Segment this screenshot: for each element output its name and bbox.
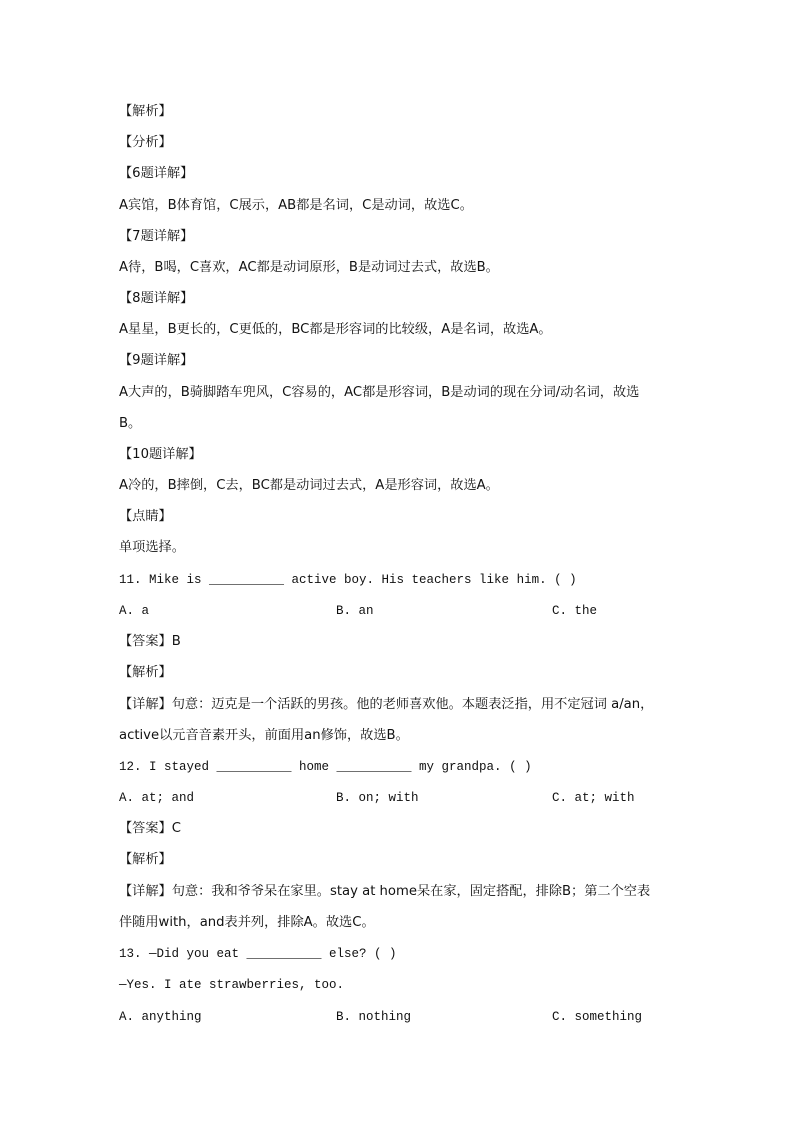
q6-detail-text: A宾馆，B体育馆，C展示，AB都是名词，C是动词，故选C。 (119, 198, 473, 213)
section-title-single-choice: 单项选择。 (119, 540, 185, 555)
q11-option-b: B. an (336, 604, 374, 618)
q11-analysis-heading: 【解析】 (119, 665, 172, 680)
q12-stem: 12. I stayed __________ home __________ my grandpa. ( ) (119, 760, 532, 774)
q10-detail-text: A冷的，B摔倒，C去，BC都是动词过去式，A是形容词，故选A。 (119, 478, 499, 493)
q12-answer: 【答案】C (119, 821, 181, 836)
q13-option-c: C. something (552, 1010, 643, 1024)
q8-detail-text: A星星，B更长的，C更低的，BC都是形容词的比较级，A是名词，故选A。 (119, 322, 552, 337)
q11-stem: 11. Mike is __________ active boy. His teachers like him. ( ) (119, 573, 577, 587)
q12-analysis-heading: 【解析】 (119, 852, 172, 867)
q13-option-a: A. anything (119, 1010, 202, 1024)
q11-detail-text-cont: active以元音音素开头，前面用an修饰，故选B。 (119, 728, 409, 743)
dianjing-heading: 【点睛】 (119, 509, 172, 524)
q12-detail-text: 【详解】句意：我和爷爷呆在家里。stay at home呆在家，固定搭配，排除B；第二个空表 (119, 884, 651, 899)
q8-detail-heading: 【8题详解】 (119, 291, 194, 306)
q13-stem: 13. —Did you eat __________ else? ( ) (119, 947, 397, 961)
q12-option-b: B. on; with (336, 791, 419, 805)
q13-option-b: B. nothing (336, 1010, 412, 1024)
q12-detail-text-cont: 伴随用with，and表并列，排除A。故选C。 (119, 915, 375, 930)
section-heading-analysis: 【解析】 (119, 104, 172, 119)
q13-reply: —Yes. I ate strawberries, too. (119, 978, 345, 992)
q11-detail-text: 【详解】句意：迈克是一个活跃的男孩。他的老师喜欢他。本题表泛指，用不定冠词 a/an， (119, 697, 654, 712)
q9-detail-text-cont: B。 (119, 416, 142, 431)
q6-detail-heading: 【6题详解】 (119, 166, 194, 181)
q10-detail-heading: 【10题详解】 (119, 447, 202, 462)
q7-detail-text: A待，B喝，C喜欢，AC都是动词原形，B是动词过去式，故选B。 (119, 260, 499, 275)
q7-detail-heading: 【7题详解】 (119, 229, 194, 244)
q12-option-c: C. at; with (552, 791, 635, 805)
q9-detail-heading: 【9题详解】 (119, 353, 194, 368)
q11-option-a: A. a (119, 604, 150, 618)
q11-option-c: C. the (552, 604, 598, 618)
q11-answer: 【答案】B (119, 634, 181, 649)
q9-detail-text: A大声的，B骑脚踏车兜风，C容易的，AC都是形容词，B是动词的现在分词/动名词，故选 (119, 385, 640, 400)
q12-option-a: A. at; and (119, 791, 195, 805)
section-heading-fenxi: 【分析】 (119, 135, 172, 150)
